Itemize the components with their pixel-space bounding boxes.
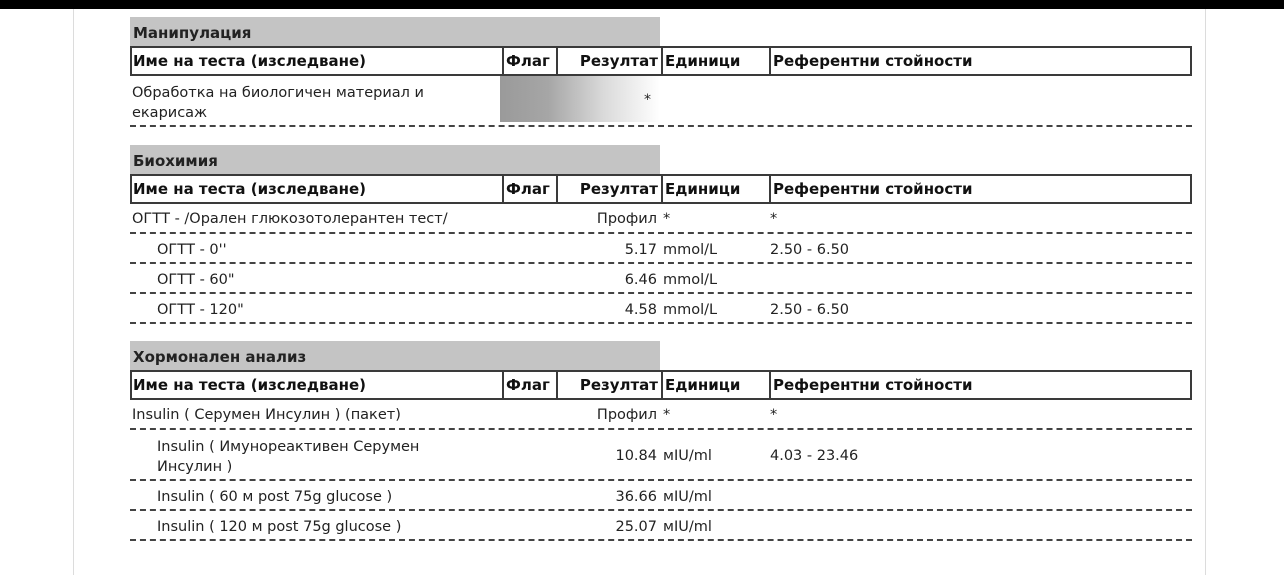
header-flag: Флаг [502,176,556,202]
section-hormonal [130,341,1192,541]
header-name: Име на теста (изследване) [133,376,366,394]
section-biochemistry [130,145,1192,324]
test-units: мIU/ml [663,448,712,464]
test-result: Профил [596,211,657,227]
test-units: mmol/L [663,272,718,288]
header-flag: Флаг [502,48,556,74]
header-name: Име на теста (изследване) [133,180,366,198]
test-units: * [663,407,671,423]
table-row [130,204,1192,234]
test-result: 5.17 [624,242,657,258]
section-manipulation [130,17,1192,127]
test-name: Обработка на биологичен материал и екарисаж [132,85,424,121]
test-name: Insulin ( 60 м post 75g glucose ) [157,489,393,505]
header-result: Резултат [556,372,661,398]
section-title: Хормонален анализ [130,341,660,370]
test-units: мIU/ml [663,489,712,505]
section-title: Манипулация [130,17,660,46]
test-name: ОГТТ - 120" [157,302,244,318]
table-row [130,234,1192,264]
header-reference: Референтни стойности [769,372,1189,398]
table-header [130,370,1192,400]
section-title: Биохимия [130,145,660,174]
header-flag: Флаг [502,372,556,398]
table-row [130,481,1192,511]
table-row [130,264,1192,294]
test-units: * [663,211,671,227]
test-name: Insulin ( Серумен Инсулин ) (пакет) [132,407,401,423]
table-header [130,174,1192,204]
test-name: ОГТТ - 60" [157,272,235,288]
test-result: 36.66 [615,489,657,505]
test-result: 4.58 [624,302,657,318]
top-bar [0,0,1284,9]
test-name: Insulin ( Имунореактивен Серумен Инсулин ) [157,439,420,475]
header-reference: Референтни стойности [769,48,1189,74]
test-reference: 2.50 - 6.50 [770,302,850,318]
table-row [130,430,1192,481]
test-reference: 2.50 - 6.50 [770,242,850,258]
test-units: мIU/ml [663,519,712,535]
test-result: Профил [596,407,657,423]
test-reference: 4.03 - 23.46 [770,448,859,464]
test-result: * [644,92,651,108]
test-reference: * [770,211,778,227]
header-name: Име на теста (изследване) [133,52,366,70]
table-row [130,294,1192,324]
test-units: mmol/L [663,302,718,318]
test-name: ОГТТ - 0'' [157,242,227,258]
header-units: Единици [661,48,769,74]
table-row [130,511,1192,541]
test-result: 6.46 [624,272,657,288]
header-units: Единици [661,176,769,202]
table-header [130,46,1192,76]
header-reference: Референтни стойности [769,176,1189,202]
test-result: 10.84 [615,448,657,464]
test-name: Insulin ( 120 м post 75g glucose ) [157,519,402,535]
test-name: ОГТТ - /Орален глюкозотолерантен тест/ [132,211,448,227]
table-row [130,400,1192,430]
header-units: Единици [661,372,769,398]
header-result: Резултат [556,48,661,74]
table-row [130,76,1192,127]
test-result: 25.07 [615,519,657,535]
test-units: mmol/L [663,242,718,258]
test-reference: * [770,407,778,423]
flag-gradient [500,76,660,122]
header-result: Резултат [556,176,661,202]
